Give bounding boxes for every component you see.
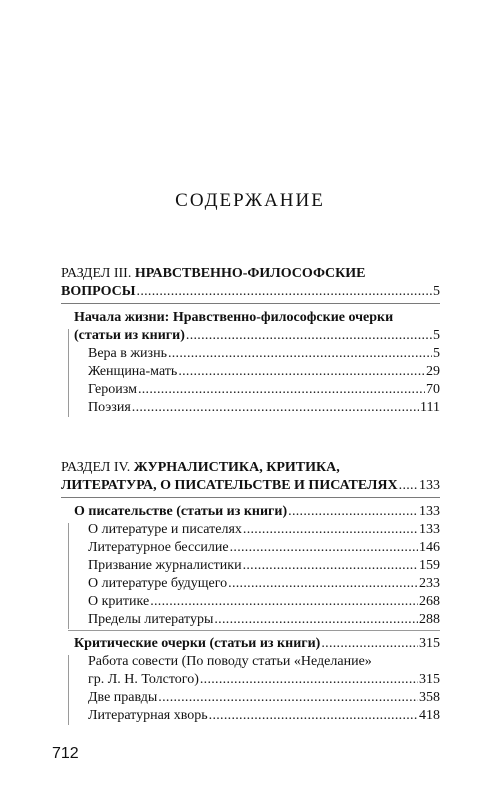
toc-entry [88, 521, 440, 539]
leader-dots [243, 557, 418, 575]
entry-page: 418 [419, 708, 440, 723]
toc-entry [88, 707, 440, 725]
toc-entry [88, 593, 440, 611]
section-3-title-line2: ВОПРОСЫ [61, 284, 136, 299]
entry-page: 288 [419, 612, 440, 627]
section-3-prefix: РАЗДЕЛ III. [61, 266, 132, 281]
leader-dots [168, 345, 432, 363]
entry-list [74, 345, 440, 417]
leader-dots [321, 635, 418, 653]
subsection-title-line1: Начала жизни: Нравственно-философские очерки [74, 310, 394, 325]
toc-entry [88, 399, 440, 417]
entry-page: 315 [419, 672, 440, 687]
subsection-title: Критические очерки (статьи из книги) [74, 636, 321, 651]
leader-dots [200, 671, 418, 689]
page-number: 712 [52, 745, 79, 762]
toc-entry [88, 575, 440, 593]
entry-title-line1: Работа совести (По поводу статьи «Неделание» [88, 654, 372, 669]
entry-page: 358 [419, 690, 440, 705]
entry-page: 111 [420, 400, 440, 415]
entry-title: О литературе и писателях [88, 522, 242, 537]
entry-title: Пределы литературы [88, 612, 214, 627]
entry-page: 133 [419, 522, 440, 537]
section-4-heading [61, 459, 440, 495]
subsection-o-pisatelstve [68, 503, 440, 629]
subsection-kriticheskie-ocherki [68, 635, 440, 725]
leader-dots [186, 327, 432, 345]
leader-dots [132, 399, 419, 417]
section-3-heading [61, 265, 440, 301]
entry-page: 233 [419, 576, 440, 591]
toc-entry [88, 689, 440, 707]
entry-title-line2: гр. Л. Н. Толстого) [88, 672, 199, 687]
leader-dots [214, 611, 418, 629]
leader-dots [399, 477, 418, 495]
leader-dots [178, 363, 425, 381]
leader-dots [288, 503, 418, 521]
toc-section-4 [61, 459, 440, 725]
page-title: СОДЕРЖАНИЕ [175, 190, 325, 211]
section-4-title-line1: ЖУРНАЛИСТИКА, КРИТИКА, [133, 460, 340, 475]
leader-dots [150, 593, 418, 611]
toc-entry [88, 363, 440, 381]
toc-entry [88, 539, 440, 557]
toc-section-3 [61, 265, 440, 417]
subsection-nachala-zhizni [68, 309, 440, 417]
subsection-page: 133 [419, 504, 440, 519]
entry-title: Вера в жизнь [88, 346, 167, 361]
leader-dots [137, 283, 432, 301]
subsection-page: 5 [433, 328, 440, 343]
section-4-prefix: РАЗДЕЛ IV. [61, 460, 131, 475]
entry-title: Призвание журналистики [88, 558, 242, 573]
entry-page: 5 [433, 346, 440, 361]
subsection-title: О писательстве (статьи из книги) [74, 504, 288, 519]
section-4-title-line2: ЛИТЕРАТУРА, О ПИСАТЕЛЬСТВЕ И ПИСАТЕЛЯХ [61, 478, 398, 493]
entry-page: 29 [426, 364, 440, 379]
section-3-page: 5 [433, 284, 440, 299]
entry-title: О критике [88, 594, 150, 609]
leader-dots [228, 575, 418, 593]
entry-title: Поэзия [88, 400, 131, 415]
entry-page: 159 [419, 558, 440, 573]
leader-dots [158, 689, 418, 707]
entry-title: Две правды [88, 690, 158, 705]
entry-list [74, 653, 440, 725]
entry-title: О литературе будущего [88, 576, 228, 591]
toc-entry [88, 611, 440, 629]
subsection-page: 315 [419, 636, 440, 651]
entry-page: 70 [426, 382, 440, 397]
leader-dots [209, 707, 418, 725]
subsection-title-line2: (статьи из книги) [74, 328, 185, 343]
entry-title: Героизм [88, 382, 137, 397]
section-3-title-line1: НРАВСТВЕННО-ФИЛОСОФСКИЕ [134, 266, 366, 281]
entry-title: Литературное бессилие [88, 540, 229, 555]
toc-entry [88, 557, 440, 575]
section-4-page: 133 [419, 478, 440, 493]
toc-entry [88, 345, 440, 363]
leader-dots [138, 381, 425, 399]
entry-page: 268 [419, 594, 440, 609]
toc-entry [88, 671, 440, 689]
entry-list [74, 521, 440, 629]
entry-page: 146 [419, 540, 440, 555]
leader-dots [230, 539, 418, 557]
toc-entry [88, 381, 440, 399]
entry-title: Женщина-мать [88, 364, 178, 379]
leader-dots [243, 521, 418, 539]
entry-title: Литературная хворь [88, 708, 208, 723]
